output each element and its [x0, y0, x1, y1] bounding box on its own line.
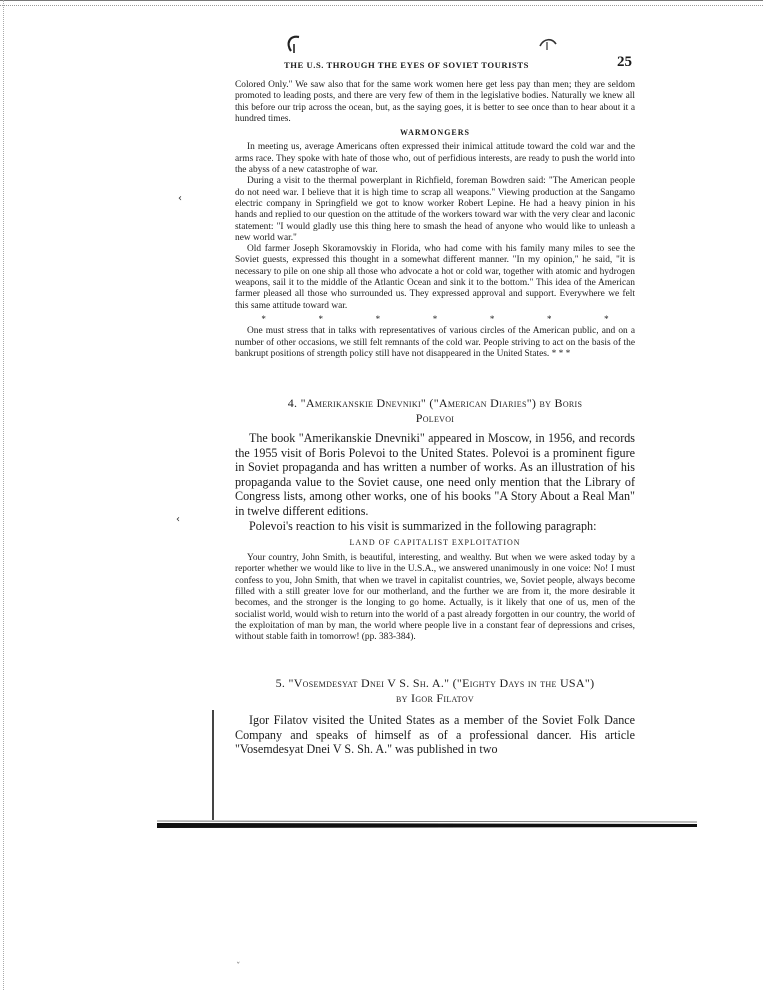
section-4-title-line: 4. "Amerikanskie Dnevniki" ("American Diaries") by Boris [287, 396, 583, 410]
section-5-title [235, 676, 635, 705]
section-5-paragraph: Igor Filatov visited the United States as a member of the Soviet Folk Dance Company and speaks of himself as of a professional dancer. His article "Vosemdesyat Dnei V S. Sh. A." was published in two [235, 713, 635, 757]
star-mark: * [261, 313, 266, 324]
margin-mark: ‹ [176, 514, 180, 525]
warmongers-heading: WARMONGERS [399, 128, 470, 138]
star-mark: * [375, 313, 381, 324]
bottom-rule [157, 820, 697, 830]
warmongers-closing: One must stress that in talks with representatives of various circles of the American public, and on a number of other occasions, we still felt remnants of the cold war. People striving to act on the basis of the bankrupt positions of strength policy still have not disappeared in the United States. * * * [235, 326, 635, 359]
warmongers-paragraph: During a visit to the thermal powerplant in Richfield, foreman Bowdren said: "The American people do not need war. I believe that it is high time to scrap all weapons." Viewing production at the Sangamo electric company in Springfield we got to know worker Robert Lepine. He had a heavy pinion in his hands and replied to our question on the attitude of the workers toward war with the very clear and laconic statement: "I would gladly use this thing here to smash the head of anyone who would like to unleash a new world war." [235, 176, 635, 243]
margin-mark: ‹ [178, 193, 182, 204]
section-4-paragraph: The book "Amerikanskie Dnevniki" appeared in Moscow, in 1956, and records the 1955 visit of Boris Polevoi to the United States. Polevoi is a prominent figure in Soviet propaganda and has written a number of works. As an illustration of his propaganda value to the Soviet cause, one need only mention that the Library of Congress lists, among other works, one of his books "A Story About a Real Man" in twelve different editions. [235, 431, 635, 518]
page-left-edge [3, 0, 5, 990]
star-mark: * [604, 313, 609, 324]
section-4 [235, 396, 635, 644]
opening-paragraph: Colored Only." We saw also that for the same work women here get less pay than men; they are seldom promoted to leading posts, and there are very few of them in the legislative bodies. Naturally we knew all this before our trip across the ocean, but, as the saying goes, it is better to see once than to hear about it a hundred times. [235, 80, 635, 124]
star-mark: * [318, 313, 323, 324]
section-5 [235, 676, 635, 757]
scan-vertical-line [212, 710, 214, 820]
scan-mark-left-icon [285, 34, 303, 54]
star-mark: * [432, 313, 438, 324]
section-4-title [235, 396, 635, 425]
section-4-paragraph: Polevoi's reaction to his visit is summarized in the following paragraph: [249, 518, 597, 533]
star-mark: * [547, 313, 552, 324]
running-head: THE U.S. THROUGH THE EYES OF SOVIET TOURISTS [284, 60, 529, 70]
scan-mark-right-icon [538, 36, 558, 52]
page-top-edge [0, 0, 763, 6]
section-5-title-line: 5. "Vosemdesyat Dnei V S. Sh. A." ("Eighty Days in the USA") [275, 676, 595, 690]
polevoi-quote: Your country, John Smith, is beautiful, interesting, and wealthy. But when we were asked today by a reporter whether we would like to live in the U.S.A., we answered unanimously in one voice: No! I must confess to you, John Smith, that when we travel in capitalist countries, we, Soviet people, always become filled with a still greater love for our motherland, and the further we are from it, the more desirable it becomes, and the stronger is the longing to go home. Actually, is it likely that one of us, men of the socialist world, would wish to return into the world of a past already forgotten in our country, the world of the exploitation of man by man, the world where people live in a constant fear of depressions and crises, without stable faith in tomorrow! (pp. 383-384). [235, 553, 635, 643]
section-break-stars [235, 314, 635, 325]
warmongers-paragraph: Old farmer Joseph Skoramovskiy in Florida, who had come with his family many miles to see the Soviet guests, expressed this thought in a somewhat different manner. "In my opinion," he said, "it is necessary to pile on one ship all those who advocate a hot or cold war, together with atomic and hydrogen weapons, sail it to the middle of the Atlantic Ocean and sink it to the bottom." This idea of the American farmer pleased all those who surrounded us. They expressed approval and support. Everywhere we felt this same attitude toward war. [235, 244, 635, 311]
warmongers-paragraph: In meeting us, average Americans often expressed their inimical attitude toward the cold war and the arms race. They spoke with hate of those who, out of perfidious interests, are ready to push the world into the abyss of a new catastrophe of war. [235, 142, 635, 176]
page-header [252, 54, 636, 76]
star-mark: * [489, 313, 495, 324]
margin-mark: ˇ [236, 962, 241, 972]
quote-heading: LAND OF CAPITALIST EXPLOITATION [349, 538, 521, 548]
page-number: 25 [617, 54, 632, 70]
section-5-title-line: by Igor Filatov [396, 690, 474, 705]
warmongers-block [235, 80, 635, 360]
section-4-title-line: Polevoi [415, 410, 455, 425]
